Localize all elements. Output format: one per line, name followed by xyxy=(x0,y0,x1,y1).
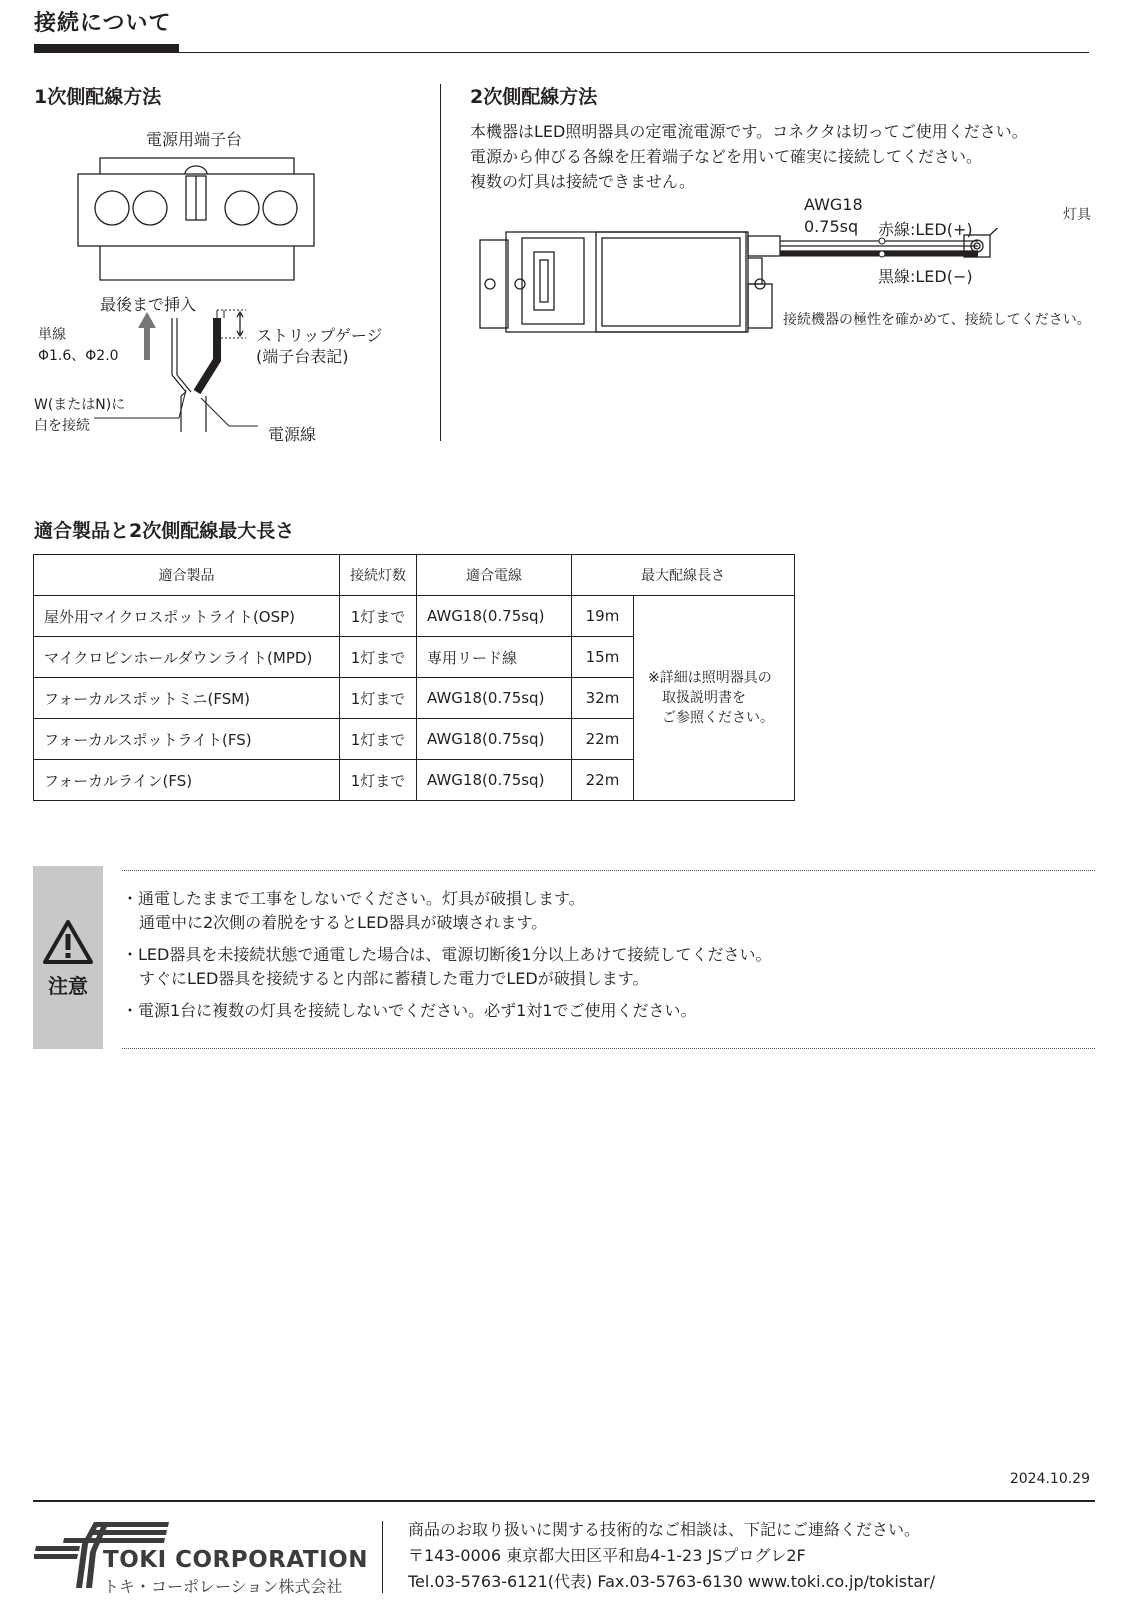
secondary-line-3: 複数の灯具は接続できません。 xyxy=(470,172,695,191)
compat-table xyxy=(33,554,795,801)
col-header-max-length: 最大配線長さ xyxy=(572,555,795,596)
caution-1-line-2: 通電中に2次側の着脱をするとLED器具が破壊されます。 xyxy=(139,913,548,932)
brand-name: TOKI CORPORATION xyxy=(103,1547,368,1573)
caution-2-line-1: ・LED器具を未接続状態で通電した場合は、電源切断後1分以上あけて接続してください。 xyxy=(122,945,772,964)
page-title: 接続について xyxy=(34,11,172,36)
wire-cell: AWG18(0.75sq) xyxy=(417,678,572,719)
red-wire-label: 赤線:LED(+) xyxy=(878,220,973,239)
primary-wiring-heading: 1次側配線方法 xyxy=(34,86,162,108)
count-cell: 1灯まで xyxy=(340,678,417,719)
table-row xyxy=(34,596,795,637)
wire-cell: AWG18(0.75sq) xyxy=(417,719,572,760)
insert-fully-label: 最後まで挿入 xyxy=(100,295,197,314)
caution-box xyxy=(33,866,103,1049)
note-line-1: ※詳細は照明器具の xyxy=(648,670,772,686)
title-rule xyxy=(34,52,1089,53)
strip-gauge-note: (端子台表記) xyxy=(256,347,349,366)
footer-rule xyxy=(33,1500,1095,1502)
warning-icon xyxy=(42,919,94,965)
length-cell: 19m xyxy=(572,596,634,637)
length-cell: 15m xyxy=(572,637,634,678)
wire-cell: 専用リード線 xyxy=(417,637,572,678)
secondary-line-2: 電源から伸びる各線を圧着端子などを用いて確実に接続してください。 xyxy=(470,147,983,166)
wire-diameter-label: Φ1.6、Φ2.0 xyxy=(38,348,119,364)
black-wire-label: 黒線:LED(−) xyxy=(878,267,973,286)
product-cell: マイクロピンホールダウンライト(MPD) xyxy=(34,637,340,678)
fixture-label: 灯具 xyxy=(1063,207,1091,223)
list-item xyxy=(122,887,772,935)
document-date: 2024.10.29 xyxy=(1009,1471,1090,1487)
contact-info xyxy=(408,1517,935,1595)
product-cell: フォーカルスポットミニ(FSM) xyxy=(34,678,340,719)
caution-list xyxy=(122,887,772,1031)
caution-3-line-1: ・電源1台に複数の灯具を接続しないでください。必ず1対1でご使用ください。 xyxy=(122,1001,697,1020)
product-cell: 屋外用マイクロスポットライト(OSP) xyxy=(34,596,340,637)
list-item xyxy=(122,943,772,991)
white-wire-label: W(またはN)に xyxy=(34,397,126,413)
polarity-note: 接続機器の極性を確かめて、接続してください。 xyxy=(783,312,1091,328)
single-wire-label: 単線 xyxy=(38,327,66,343)
white-wire-label-2: 白を接続 xyxy=(34,418,90,434)
note-line-3: ご参照ください。 xyxy=(662,710,774,726)
compat-heading: 適合製品と2次側配線最大長さ xyxy=(34,520,295,542)
terminal-block-label: 電源用端子台 xyxy=(146,130,243,149)
list-item xyxy=(122,999,772,1023)
wire-cell: AWG18(0.75sq) xyxy=(417,760,572,801)
caution-2-line-2: すぐにLED器具を接続すると内部に蓄積した電力でLEDが破損します。 xyxy=(139,969,649,988)
consult-text: 商品のお取り扱いに関する技術的なご相談は、下記にご連絡ください。 xyxy=(408,1520,921,1539)
awg-label: AWG18 xyxy=(804,195,863,214)
count-cell: 1灯まで xyxy=(340,596,417,637)
length-cell: 32m xyxy=(572,678,634,719)
product-cell: フォーカルスポットライト(FS) xyxy=(34,719,340,760)
secondary-wiring-heading: 2次側配線方法 xyxy=(470,86,598,108)
table-note xyxy=(634,596,795,801)
sq-label: 0.75sq xyxy=(804,217,859,236)
table-header-row xyxy=(34,555,795,596)
caution-top-rule xyxy=(122,870,1095,871)
count-cell: 1灯まで xyxy=(340,719,417,760)
length-cell: 22m xyxy=(572,760,634,801)
caution-1-line-1: ・通電したままで工事をしないでください。灯具が破損します。 xyxy=(122,889,585,908)
power-line-label: 電源線 xyxy=(268,425,317,444)
col-header-count: 接続灯数 xyxy=(340,555,417,596)
title-underline-bar xyxy=(34,44,179,52)
tel-fax-text: Tel.03-5763-6121(代表) Fax.03-5763-6130 www.toki.co.jp/tokistar/ xyxy=(408,1572,936,1591)
brand-name-japanese: トキ・コーポレーション株式会社 xyxy=(103,1577,343,1596)
insert-arrow xyxy=(138,312,156,360)
secondary-description xyxy=(470,119,1028,194)
address-text: 〒143-0006 東京都大田区平和島4-1-23 JSプログレ2F xyxy=(408,1546,806,1565)
footer-divider xyxy=(382,1521,383,1593)
wire-cell: AWG18(0.75sq) xyxy=(417,596,572,637)
count-cell: 1灯まで xyxy=(340,637,417,678)
note-line-2: 取扱説明書を xyxy=(662,690,746,706)
product-cell: フォーカルライン(FS) xyxy=(34,760,340,801)
col-header-product: 適合製品 xyxy=(34,555,340,596)
caution-bottom-rule xyxy=(122,1048,1095,1049)
strip-gauge-label: ストリップゲージ xyxy=(256,326,383,345)
col-header-wire: 適合電線 xyxy=(417,555,572,596)
length-cell: 22m xyxy=(572,719,634,760)
secondary-line-1: 本機器はLED照明器具の定電流電源です。コネクタは切ってご使用ください。 xyxy=(470,122,1028,141)
section-divider xyxy=(440,84,441,441)
count-cell: 1灯まで xyxy=(340,760,417,801)
caution-label: 注意 xyxy=(48,974,88,998)
